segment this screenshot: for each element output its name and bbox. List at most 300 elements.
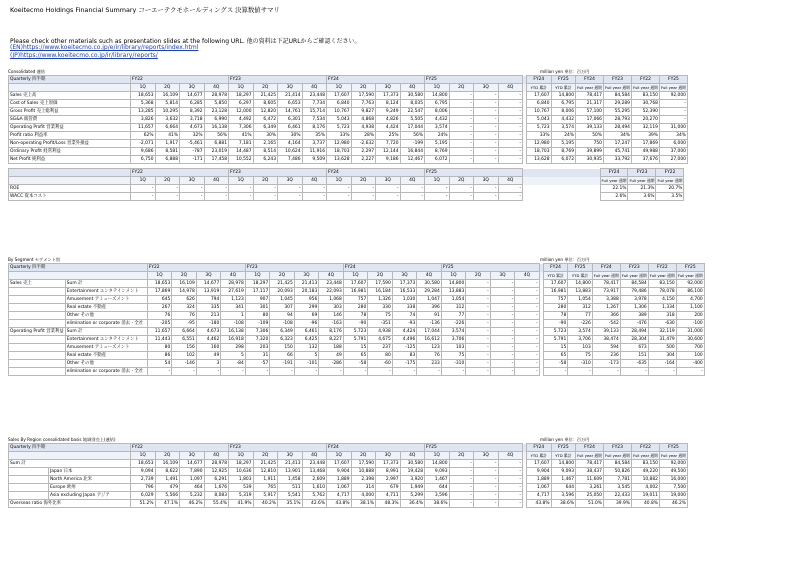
quarter-value: 5,319: [229, 492, 254, 500]
actual-value: 49,500: [659, 468, 687, 476]
quarter-value: 14,677: [196, 280, 221, 288]
quarter-value: 18,297: [229, 460, 254, 468]
quarter-value: 5,791: [343, 336, 368, 344]
header-blank: [9, 452, 131, 460]
fiscal-year-header: FY24: [327, 444, 425, 452]
actual-value: 20.7%: [656, 185, 684, 193]
quarter-header: 1Q: [245, 272, 270, 280]
quarter-value: -180: [196, 320, 221, 328]
quarter-value: 1,889: [327, 476, 352, 484]
actual-value: -: [568, 368, 593, 376]
quarter-value: -: [498, 92, 523, 100]
actual-value: 78,417: [576, 460, 604, 468]
quarter-value: 3,706: [441, 336, 466, 344]
quarter-header: 1Q: [327, 84, 352, 92]
actual-sub-header: Full year 通期: [660, 84, 686, 90]
quarter-value: -205: [147, 320, 172, 328]
actual-value: 32,119: [648, 328, 676, 336]
quarter-value: 7,306: [229, 124, 254, 132]
unit-label: million yen 単位：百万円: [540, 437, 590, 442]
actual-value: 1,067: [527, 484, 552, 492]
quarter-value: 17,590: [351, 92, 376, 100]
quarter-value: -: [449, 460, 474, 468]
quarter-header: 1Q: [131, 84, 156, 92]
actual-value: 1,467: [551, 476, 576, 484]
actual-value: 79,486: [620, 288, 648, 296]
actual-value: 700: [676, 344, 704, 352]
actual-value: 8,006: [551, 108, 576, 116]
actual-value: 17,869: [631, 140, 659, 148]
quarter-value: 8,176: [302, 124, 327, 132]
quarter-header: 2Q: [253, 177, 278, 185]
quarter-value: 17,607: [343, 280, 368, 288]
quarter-value: -: [515, 344, 540, 352]
actual-value: -400: [676, 360, 704, 368]
quarter-header: 2Q: [449, 84, 474, 92]
actual-value: 86,100: [676, 288, 704, 296]
quarter-header: 4Q: [498, 452, 523, 460]
quarter-value: 41.9%: [229, 500, 254, 508]
quarter-value: -: [229, 193, 254, 201]
gap: [551, 169, 576, 177]
quarter-value: -: [474, 484, 499, 492]
quarter-value: -: [294, 368, 319, 376]
quarter-value: 12,144: [376, 148, 401, 156]
quarter-value: 6,461: [294, 328, 319, 336]
quarter-value: -: [474, 100, 499, 108]
quarter-value: 956: [294, 296, 319, 304]
quarter-value: 56%: [204, 132, 229, 140]
unit-label: million yen 単位：百万円: [540, 69, 590, 74]
quarter-value: 5: [221, 352, 246, 360]
quarter-value: 25%: [376, 132, 401, 140]
quarter-value: -787: [180, 148, 205, 156]
quarter-value: 237: [368, 344, 393, 352]
actual-value: 8,769: [551, 148, 576, 156]
quarter-value: 28,978: [221, 280, 246, 288]
actual-sub-header: Full year 通期: [577, 84, 602, 90]
table-row: [9, 92, 688, 100]
quarter-value: -: [515, 288, 540, 296]
quarter-value: -: [490, 368, 515, 376]
actual-value: 84,584: [620, 280, 648, 288]
quarter-header: 3Q: [376, 177, 401, 185]
quarter-value: 102: [172, 352, 197, 360]
group-label: [9, 476, 49, 484]
actual-value: 757: [543, 296, 568, 304]
quarter-value: 16,109: [155, 92, 180, 100]
quarter-value: -: [474, 468, 499, 476]
table-row: [9, 320, 705, 328]
actual-fy-header: FY22: [648, 264, 676, 272]
quarter-value: 62%: [131, 132, 156, 140]
quarter-value: 12,925: [204, 468, 229, 476]
table-row: [9, 140, 688, 148]
quarter-value: 4,000: [351, 492, 376, 500]
actual-value: 17,247: [603, 140, 631, 148]
quarter-value: 2,297: [351, 148, 376, 156]
actual-value: 6,072: [551, 156, 576, 164]
quarter-header: 2Q: [270, 272, 295, 280]
quarter-value: 33%: [327, 132, 352, 140]
quarter-value: -: [302, 193, 327, 201]
quarter-value: -: [515, 328, 540, 336]
quarter-value: -: [180, 193, 205, 201]
quarter-value: 7,320: [245, 336, 270, 344]
quarter-value: 188: [319, 344, 344, 352]
actual-value: 312: [568, 304, 593, 312]
link-jp[interactable]: (JP)https://www.koeitecmo.co.jp/ir/library/reports/: [10, 52, 158, 59]
quarter-value: 8,392: [180, 108, 205, 116]
quarter-value: -2,632: [351, 140, 376, 148]
quarter-value: 47.1%: [155, 500, 180, 508]
group-label: [9, 492, 49, 500]
actual-value: 34%: [659, 132, 687, 140]
quarter-value: -: [376, 185, 401, 193]
quarter-value: -93: [392, 320, 417, 328]
actual-value: 49,988: [631, 148, 659, 156]
header-label: Quarterly 四半期: [9, 444, 131, 452]
actual-value: 37,676: [631, 156, 659, 164]
actual-value: -90: [543, 320, 568, 328]
actual-value: 14,800: [568, 280, 593, 288]
quarter-value: 539: [229, 484, 254, 492]
quarter-value: 3,574: [425, 124, 450, 132]
quarter-value: -: [351, 185, 376, 193]
quarter-value: 76: [147, 312, 172, 320]
actual-value: 318: [648, 312, 676, 320]
actual-value: 51.0%: [576, 500, 604, 508]
actual-sub-header: YTD 累計: [551, 452, 576, 460]
quarter-value: 8,227: [319, 336, 344, 344]
quarter-value: 123: [417, 344, 442, 352]
actual-value: -635: [620, 360, 648, 368]
quarter-value: -: [449, 193, 474, 201]
quarter-value: 77: [441, 312, 466, 320]
quarter-value: 794: [196, 296, 221, 304]
table-row: [9, 344, 705, 352]
quarter-value: 13,628: [327, 156, 352, 164]
quarter-value: 4,432: [425, 116, 450, 124]
actual-value: 73,917: [592, 288, 620, 296]
quarter-header: 2Q: [351, 177, 376, 185]
quarter-value: 76: [417, 352, 442, 360]
row-label: Operating Profit 営業利益: [9, 124, 131, 132]
consolidated-section: [8, 67, 790, 201]
actual-value: 37,000: [659, 148, 687, 156]
table-header-row: [9, 169, 684, 177]
quarter-value: 301: [245, 304, 270, 312]
actual-value: 9,904: [527, 468, 552, 476]
quarter-value: -171: [180, 156, 205, 164]
fiscal-year-header: FY22: [131, 76, 229, 84]
quarter-value: 16,612: [417, 336, 442, 344]
quarter-value: 1,458: [278, 476, 303, 484]
quarter-value: 4,711: [376, 492, 401, 500]
quarter-value: 13,919: [196, 288, 221, 296]
actual-value: -58: [543, 360, 568, 368]
group-label: [9, 468, 49, 476]
quarter-value: 16,844: [400, 148, 425, 156]
quarter-value: 78: [343, 312, 368, 320]
quarter-value: 8,605: [253, 100, 278, 108]
quarter-value: 335: [196, 304, 221, 312]
quarter-value: 16,109: [155, 460, 180, 468]
consolidated-label: Consolidated 連結: [8, 69, 46, 74]
actual-fy-header: FY23: [603, 444, 631, 452]
actual-value: 78,417: [592, 280, 620, 288]
quarter-value: 6,285: [180, 100, 205, 108]
actual-value: 30,935: [576, 156, 604, 164]
group-label: [9, 304, 66, 312]
gap: [527, 193, 552, 201]
row-label: Sales 売上高: [9, 92, 131, 100]
group-label: [9, 360, 66, 368]
quarter-value: -351: [368, 320, 393, 328]
segment-section: [8, 255, 790, 376]
quarter-value: 16,981: [343, 288, 368, 296]
quarter-value: 42.6%: [302, 500, 327, 508]
quarter-value: 14,978: [172, 288, 197, 296]
quarter-value: 9,186: [376, 156, 401, 164]
quarter-value: 6,297: [229, 100, 254, 108]
quarter-value: -199: [400, 140, 425, 148]
quarter-value: 17,458: [204, 156, 229, 164]
quarter-value: 18,653: [131, 92, 156, 100]
actual-value: 49,220: [631, 468, 659, 476]
quarter-value: 5,505: [400, 116, 425, 124]
row-label: Ordinary Profit 経常利益: [9, 148, 131, 156]
quarter-value: 21,413: [278, 460, 303, 468]
quarter-value: -: [498, 140, 523, 148]
actual-value: 7,781: [603, 476, 631, 484]
quarter-value: -: [245, 368, 270, 376]
quarter-header: 3Q: [294, 272, 319, 280]
table-row: [9, 460, 688, 468]
quarter-header: 3Q: [474, 452, 499, 460]
quarter-value: -: [278, 193, 303, 201]
quarter-header: 2Q: [155, 84, 180, 92]
actual-value: -: [676, 368, 704, 376]
actual-value: 10,767: [527, 108, 552, 116]
actual-value: 4,002: [631, 484, 659, 492]
quarter-value: -: [490, 304, 515, 312]
actual-value: 6,000: [659, 140, 687, 148]
quarter-value: 43.8%: [327, 500, 352, 508]
quarter-value: 146: [319, 312, 344, 320]
table-header-row: [9, 177, 684, 185]
quarter-value: 6,664: [172, 328, 197, 336]
group-label: [9, 312, 66, 320]
table-header-row: [9, 444, 688, 452]
actual-value: 28,494: [620, 328, 648, 336]
quarter-value: -: [400, 185, 425, 193]
actual-value: 39,899: [576, 148, 604, 156]
quarter-value: -: [490, 360, 515, 368]
actual-value: 4,150: [648, 296, 676, 304]
quarter-value: 17,373: [392, 280, 417, 288]
quarter-value: -: [490, 312, 515, 320]
actual-value: 9,093: [551, 468, 576, 476]
actual-fy-header: FY23: [603, 76, 631, 84]
quarter-value: -: [417, 368, 442, 376]
quarter-value: -: [343, 368, 368, 376]
quarter-value: -108: [270, 320, 295, 328]
region-section: [8, 435, 790, 508]
quarter-value: -: [515, 304, 540, 312]
quarter-value: 9,093: [425, 468, 450, 476]
header-blank: [9, 84, 131, 92]
quarter-header: 1Q: [425, 177, 450, 185]
quarter-value: 4,938: [368, 328, 393, 336]
quarter-value: -: [466, 352, 491, 360]
quarter-value: -191: [270, 360, 295, 368]
table-row: [9, 468, 688, 476]
quarter-value: 203: [245, 344, 270, 352]
actual-value: 594: [592, 344, 620, 352]
quarter-header: 4Q: [221, 272, 246, 280]
quarter-header: 2Q: [155, 177, 180, 185]
link-en[interactable]: (EN)https://www.koeitecmo.co.jp/e/ir/library/reports/index.html: [10, 44, 199, 51]
quarter-header: 1Q: [327, 177, 352, 185]
quarter-value: 32%: [180, 132, 205, 140]
actual-value: -226: [568, 320, 593, 328]
quarter-value: 1,067: [327, 484, 352, 492]
quarter-value: -310: [441, 360, 466, 368]
quarter-value: -: [425, 185, 450, 193]
quarter-value: -: [474, 193, 499, 201]
quarter-header: 4Q: [515, 272, 540, 280]
actual-value: 5,723: [527, 124, 552, 132]
actual-sub-header: Full year 通期: [604, 84, 630, 90]
actual-value: 27,000: [659, 156, 687, 164]
quarter-value: 23,448: [302, 92, 327, 100]
quarter-value: 21,425: [270, 280, 295, 288]
quarter-header: 2Q: [172, 272, 197, 280]
group-label: [9, 336, 66, 344]
quarter-value: 27,619: [221, 288, 246, 296]
roe-fy-header: FY23: [628, 169, 656, 177]
quarter-value: 8,991: [376, 468, 401, 476]
quarter-value: -: [327, 193, 352, 201]
actual-value: 5,043: [527, 116, 552, 124]
page-title: Koeitecmo Holdings Financial Summary コーエーテクモホールディングス 決算数値サマリ: [10, 6, 280, 14]
quarter-value: 341: [221, 304, 246, 312]
quarter-value: 679: [376, 484, 401, 492]
quarter-value: 6,072: [425, 156, 450, 164]
quarter-value: 6,472: [253, 116, 278, 124]
quarter-value: -: [466, 328, 491, 336]
quarter-value: 8,581: [155, 148, 180, 156]
quarter-value: -: [490, 352, 515, 360]
table-row: [9, 476, 688, 484]
actual-value: 30,600: [676, 336, 704, 344]
actual-fy-header: FY24: [592, 264, 620, 272]
quarter-value: 14,800: [425, 460, 450, 468]
quarter-value: 5: [294, 352, 319, 360]
quarter-value: 280: [343, 304, 368, 312]
quarter-value: 626: [172, 296, 197, 304]
table-row: [9, 100, 688, 108]
actual-value: 5,723: [543, 328, 568, 336]
group-label: [9, 484, 49, 492]
quarter-value: 8,124: [376, 100, 401, 108]
actual-sub-header: Full year 通期: [604, 452, 630, 458]
segment-table: [8, 263, 705, 376]
quarter-value: 3,596: [425, 492, 450, 500]
quarter-value: -: [490, 320, 515, 328]
quarter-value: 41%: [155, 132, 180, 140]
quarter-value: -84: [221, 360, 246, 368]
actual-value: 3,978: [620, 296, 648, 304]
fiscal-year-header: FY23: [229, 76, 327, 84]
actual-value: 2.6%: [600, 193, 628, 201]
quarter-value: 132: [294, 344, 319, 352]
quarter-value: 30%: [278, 132, 303, 140]
actual-value: 22,433: [603, 492, 631, 500]
actual-value: 103: [568, 344, 593, 352]
quarter-header: 3Q: [180, 177, 205, 185]
quarter-value: 8,006: [425, 108, 450, 116]
quarter-value: 65: [343, 352, 368, 360]
table-row: [9, 352, 705, 360]
quarter-value: 5,814: [155, 100, 180, 108]
actual-value: 50,826: [603, 468, 631, 476]
table-row: [9, 304, 705, 312]
quarter-value: 76: [172, 312, 197, 320]
quarter-value: 7,181: [229, 140, 254, 148]
actual-value: -: [659, 108, 687, 116]
quarter-value: 21,425: [253, 92, 278, 100]
quarter-value: 3,632: [155, 116, 180, 124]
quarter-value: 3,826: [131, 116, 156, 124]
row-label: Entertainment エンタテインメント: [65, 288, 147, 296]
quarter-value: -: [474, 124, 499, 132]
fiscal-year-header: FY22: [147, 264, 245, 272]
quarter-value: -: [498, 460, 523, 468]
quarter-value: 303: [319, 304, 344, 312]
quarter-value: 14,487: [229, 148, 254, 156]
quarter-value: -109: [245, 320, 270, 328]
actual-value: 13,628: [527, 156, 552, 164]
quarter-value: 1: [221, 312, 246, 320]
quarter-value: 299: [294, 304, 319, 312]
quarter-value: -163: [319, 320, 344, 328]
quarter-value: 55.4%: [204, 500, 229, 508]
quarter-value: 307: [270, 304, 295, 312]
quarter-value: -: [147, 368, 172, 376]
quarter-value: -: [449, 116, 474, 124]
quarter-value: -: [474, 500, 499, 508]
quarter-header: 2Q: [253, 84, 278, 92]
actual-value: 83,150: [648, 280, 676, 288]
table-row: [9, 368, 705, 376]
quarter-value: 6,291: [204, 476, 229, 484]
quarter-value: -: [449, 124, 474, 132]
quarter-value: -101: [294, 360, 319, 368]
actual-value: 65: [543, 352, 568, 360]
quarter-value: -: [392, 368, 417, 376]
quarter-value: 6,750: [131, 156, 156, 164]
actual-value: 673: [620, 344, 648, 352]
quarter-value: -: [490, 336, 515, 344]
quarter-value: 8,176: [319, 328, 344, 336]
row-label: Overseas ratio 海外比率: [9, 500, 131, 508]
quarter-value: 645: [147, 296, 172, 304]
table-row: [9, 312, 705, 320]
row-label: Other その他: [65, 312, 147, 320]
quarter-value: -125: [392, 344, 417, 352]
